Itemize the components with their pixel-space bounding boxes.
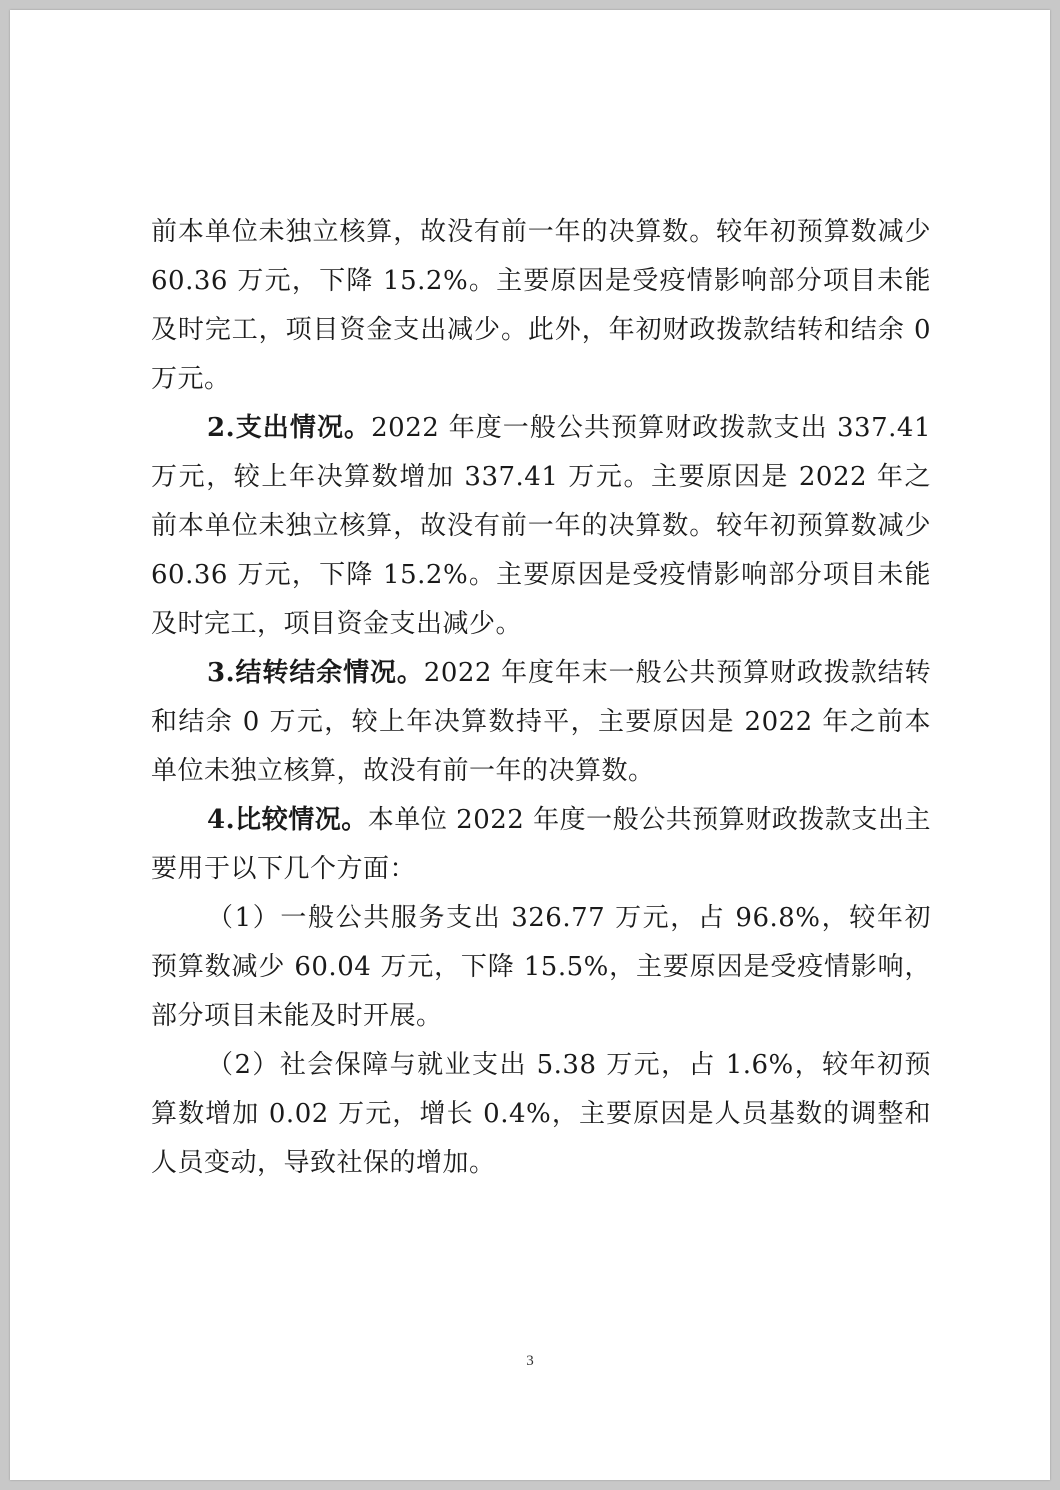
paragraph-continued bbox=[151, 208, 931, 404]
page-number: 3 bbox=[526, 1353, 534, 1369]
paragraph-expenditure bbox=[151, 404, 931, 649]
section-heading: 3.结转结余情况。 bbox=[207, 658, 424, 688]
document-page bbox=[10, 10, 1050, 1480]
section-heading: 4.比较情况。 bbox=[207, 805, 368, 835]
paragraph-text: 2022 年度年末一般公共预算财政拨款结转和结余 0 万元，较上年决算数持平，主要原因是 2022 年之前本单位未独立核算，故没有前一年的决算数。 bbox=[151, 658, 931, 786]
paragraph-carryover bbox=[151, 649, 931, 796]
paragraph-text: 2022 年度一般公共预算财政拨款支出 337.41 万元，较上年决算数增加 337.41 万元。主要原因是 2022 年之前本单位未独立核算，故没有前一年的决算数。较年初预算数减少 60.36 万元，下降 15.2%。主要原因是受疫情影响部分项目未能及时完工，项目资金支出减少。 bbox=[151, 413, 931, 639]
paragraph-text: （1）一般公共服务支出 326.77 万元，占 96.8%，较年初预算数减少 60.04 万元，下降 15.5%，主要原因是受疫情影响，部分项目未能及时开展。 bbox=[151, 903, 931, 1031]
section-heading: 2.支出情况。 bbox=[207, 413, 372, 443]
paragraph-comparison bbox=[151, 796, 931, 894]
document-body bbox=[151, 208, 931, 1188]
paragraph-text: 本单位 2022 年度一般公共预算财政拨款支出主要用于以下几个方面： bbox=[151, 805, 931, 884]
paragraph-item-1 bbox=[151, 894, 931, 1041]
paragraph-item-2 bbox=[151, 1041, 931, 1188]
paragraph-text: 前本单位未独立核算，故没有前一年的决算数。较年初预算数减少 60.36 万元，下降 15.2%。主要原因是受疫情影响部分项目未能及时完工，项目资金支出减少。此外，年初财政拨款结转和结余 0 万元。 bbox=[151, 217, 931, 394]
paragraph-text: （2）社会保障与就业支出 5.38 万元，占 1.6%，较年初预算数增加 0.02 万元，增长 0.4%，主要原因是人员基数的调整和人员变动，导致社保的增加。 bbox=[151, 1050, 931, 1178]
